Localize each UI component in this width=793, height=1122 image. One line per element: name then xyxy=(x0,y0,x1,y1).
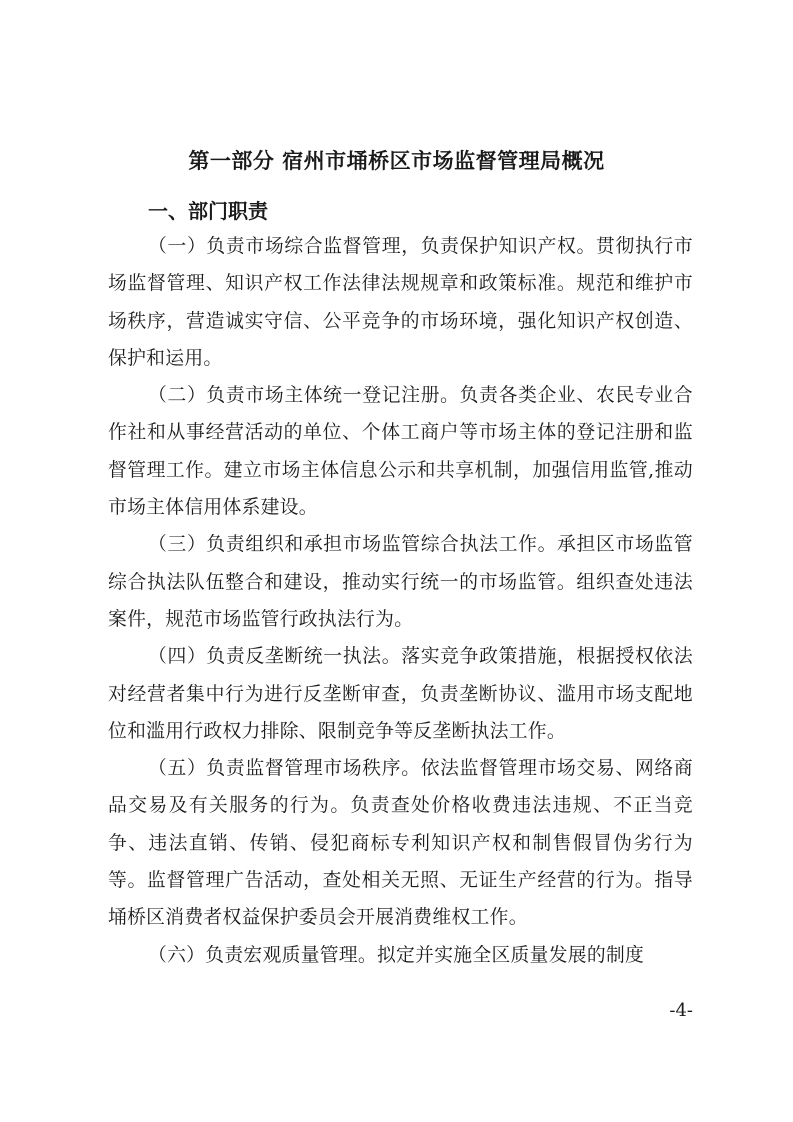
paragraph-5: （五）负责监督管理市场秩序。依法监督管理市场交易、网络商品交易及有关服务的行为。负责查处价格收费违法违规、不正当竞争、违法直销、传销、侵犯商标专利知识产权和制售假冒伪劣行为等。监督管理广告活动，查处相关无照、无证生产经营的行为。指导埇桥区消费者权益保护委员会开展消费维权工作。 xyxy=(108,758,693,929)
paragraph-6: （六）负责宏观质量管理。拟定并实施全区质量发展的制度 xyxy=(148,944,645,966)
section-heading: 一、部门职责 xyxy=(148,199,268,223)
paragraph-3: （三）负责组织和承担市场监管综合执法工作。承担区市场监管综合执法队伍整合和建设，推动实行统一的市场监管。组织查处违法案件，规范市场监管行政执法行为。 xyxy=(108,534,693,630)
page-number: -4- xyxy=(669,1000,693,1021)
body-text xyxy=(108,228,693,974)
page-title: 第一部分 宿州市埇桥区市场监督管理局概况 xyxy=(188,149,605,173)
paragraph-2: （二）负责市场主体统一登记注册。负责各类企业、农民专业合作社和从事经营活动的单位、个体工商户等市场主体的登记注册和监督管理工作。建立市场主体信息公示和共享机制，加强信用监管,推动市场主体信用体系建设。 xyxy=(108,385,693,519)
paragraph-1: （一）负责市场综合监督管理，负责保护知识产权。贯彻执行市场监督管理、知识产权工作法律法规规章和政策标准。规范和维护市场秩序，营造诚实守信、公平竞争的市场环境，强化知识产权创造、保护和运用。 xyxy=(108,236,693,369)
paragraph-4: （四）负责反垄断统一执法。落实竞争政策措施，根据授权依法对经营者集中行为进行反垄断审查，负责垄断协议、滥用市场支配地位和滥用行政权力排除、限制竞争等反垄断执法工作。 xyxy=(108,646,693,742)
